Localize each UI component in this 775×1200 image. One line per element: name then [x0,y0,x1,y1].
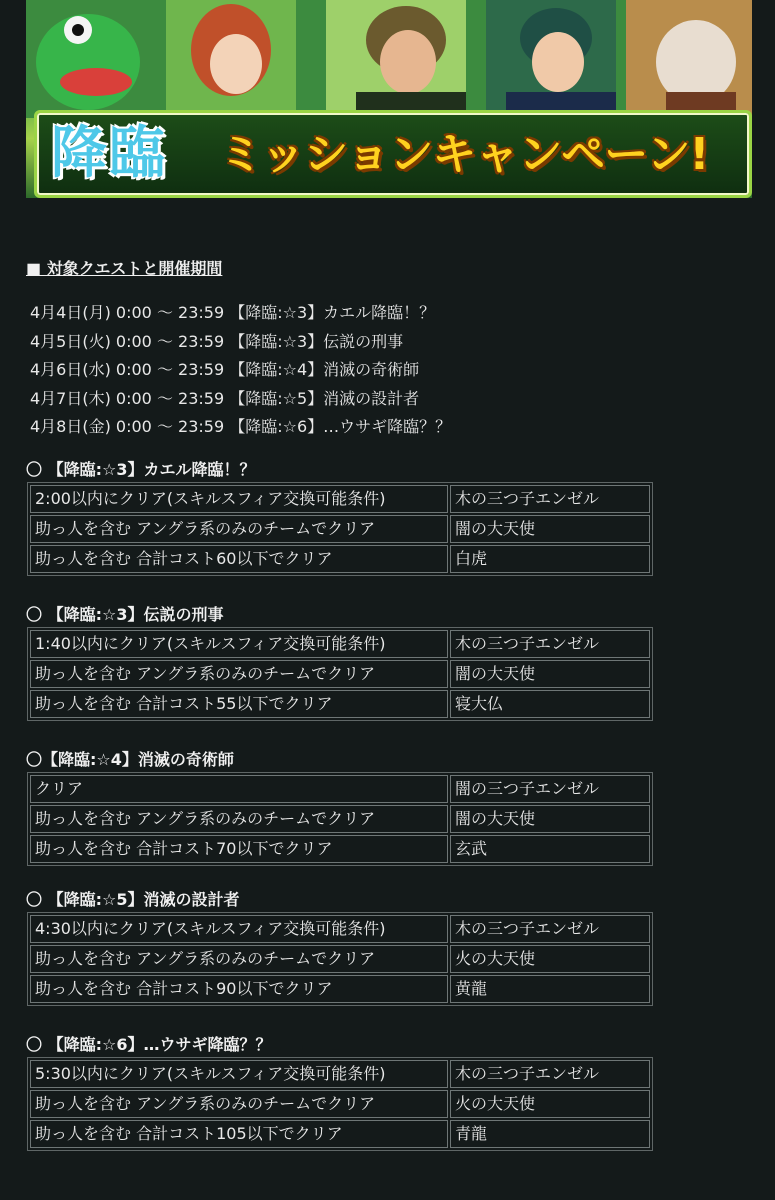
mission-reward: 木の三つ子エンゼル [450,1060,650,1088]
table-row [30,545,650,573]
banner-title-sub: ミッションキャンペーン! [219,129,709,180]
mission-reward: 木の三つ子エンゼル [450,485,650,513]
banner-title-kanji: 降臨 [51,121,167,186]
schedule-item: 4月8日(金) 0:00 〜 23:59 【降臨:☆6】…ウサギ降臨？？ [30,417,452,436]
mission-condition: 助っ人を含む アングラ系のみのチームでクリア [30,515,448,543]
mission-condition: 1:40以内にクリア(スキルスフィア交換可能条件) [30,630,448,658]
mission-condition: 2:00以内にクリア(スキルスフィア交換可能条件) [30,485,448,513]
mission-reward: 白虎 [450,545,650,573]
mission-reward: 火の大天使 [450,1090,650,1118]
table-row [30,1090,650,1118]
quest-title: 〇 【降臨:☆5】消滅の設計者 [26,890,240,909]
table-row [30,805,650,833]
mission-reward: 寝大仏 [450,690,650,718]
schedule-item: 4月5日(火) 0:00 〜 23:59 【降臨:☆3】伝説の刑事 [30,331,404,351]
table-row [30,915,650,943]
mission-reward: 木の三つ子エンゼル [450,915,650,943]
mission-condition: 助っ人を含む アングラ系のみのチームでクリア [30,1090,448,1118]
mission-table [27,482,653,576]
mission-condition: 助っ人を含む 合計コスト105以下でクリア [30,1120,448,1148]
mission-condition: 助っ人を含む アングラ系のみのチームでクリア [30,660,448,688]
schedule-item: 4月4日(月) 0:00 〜 23:59 【降臨:☆3】カエル降臨！？ [30,303,436,322]
table-row [30,975,650,1003]
table-row [30,630,650,658]
quest-title: 〇 【降臨:☆3】伝説の刑事 [26,605,224,624]
quest-title: 〇 【降臨:☆3】カエル降臨！？ [26,460,256,479]
mission-condition: 助っ人を含む アングラ系のみのチームでクリア [30,945,448,973]
mission-reward: 火の大天使 [450,945,650,973]
mission-condition: 助っ人を含む 合計コスト60以下でクリア [30,545,448,573]
quest-title: 〇 【降臨:☆6】…ウサギ降臨？？ [26,1035,272,1054]
quest-title: 〇【降臨:☆4】消滅の奇術師 [26,750,234,769]
mission-table [27,627,653,721]
banner-title-plate [34,110,752,198]
mission-table [27,772,653,866]
mission-reward: 玄武 [450,835,650,863]
mission-condition: 助っ人を含む 合計コスト90以下でクリア [30,975,448,1003]
mission-table [27,912,653,1006]
mission-reward: 闇の大天使 [450,660,650,688]
mission-reward: 黄龍 [450,975,650,1003]
table-row [30,690,650,718]
mission-condition: 助っ人を含む 合計コスト70以下でクリア [30,835,448,863]
schedule-list [30,299,451,442]
campaign-banner [26,0,752,198]
mission-reward: 木の三つ子エンゼル [450,630,650,658]
mission-reward: 闇の三つ子エンゼル [450,775,650,803]
table-row [30,1060,650,1088]
schedule-item: 4月7日(木) 0:00 〜 23:59 【降臨:☆5】消滅の設計者 [30,388,420,408]
table-row [30,835,650,863]
table-row [30,485,650,513]
mission-table [27,1057,653,1151]
table-row [30,515,650,543]
mission-condition: 5:30以内にクリア(スキルスフィア交換可能条件) [30,1060,448,1088]
character-artwork [26,0,752,118]
mission-condition: クリア [30,775,448,803]
table-row [30,775,650,803]
table-row [30,1120,650,1148]
mission-reward: 闇の大天使 [450,805,650,833]
schedule-item: 4月6日(水) 0:00 〜 23:59 【降臨:☆4】消滅の奇術師 [30,360,420,379]
mission-reward: 闇の大天使 [450,515,650,543]
mission-condition: 4:30以内にクリア(スキルスフィア交換可能条件) [30,915,448,943]
mission-condition: 助っ人を含む アングラ系のみのチームでクリア [30,805,448,833]
table-row [30,660,650,688]
section-heading: ■ 対象クエストと開催期間 [26,259,223,278]
table-row [30,945,650,973]
mission-condition: 助っ人を含む 合計コスト55以下でクリア [30,690,448,718]
mission-reward: 青龍 [450,1120,650,1148]
